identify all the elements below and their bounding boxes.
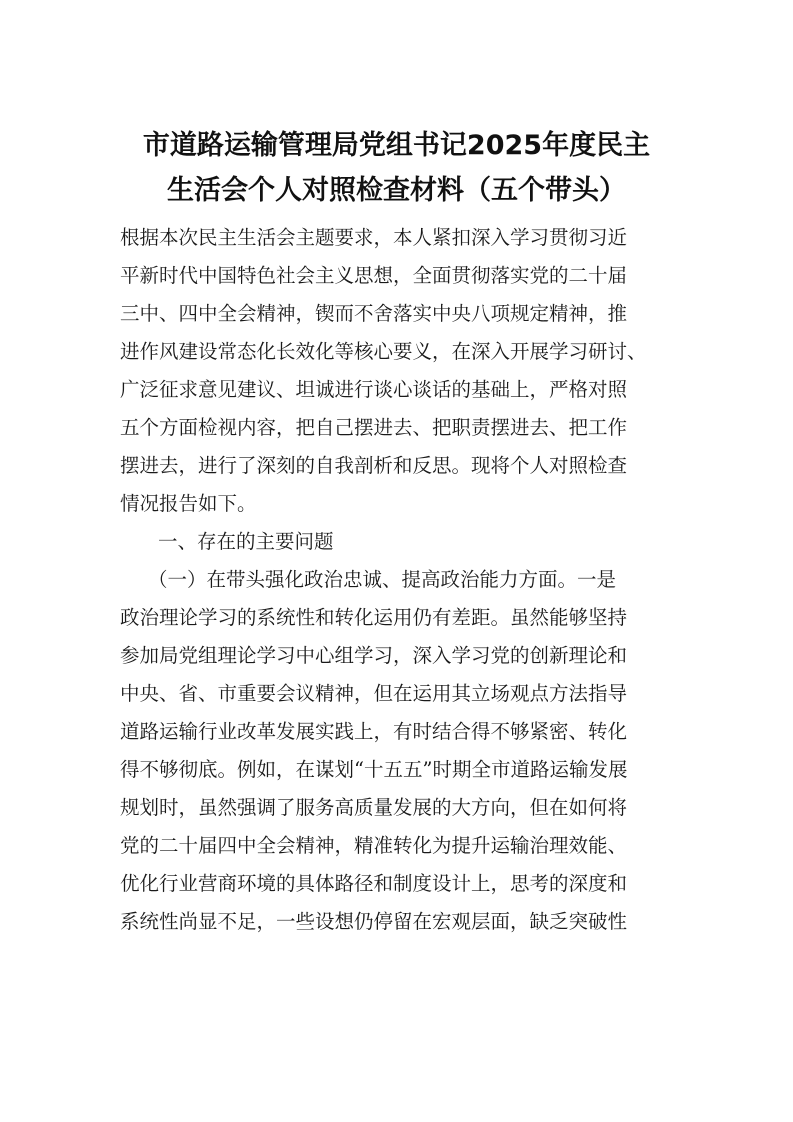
paragraph-line: 五个方面检视内容，把自己摆进去、把职责摆进去、把工作 xyxy=(120,416,628,439)
paragraph-line: 摆进去，进行了深刻的自我剖析和反思。现将个人对照检查 xyxy=(120,454,628,477)
section-heading: 一、存在的主要问题 xyxy=(158,530,334,553)
paragraph-line: 道路运输行业改革发展实践上，有时结合得不够紧密、转化 xyxy=(120,720,628,743)
document-title-line-2: 生活会个人对照检查材料（五个带头） xyxy=(167,175,626,206)
paragraph-line: 得不够彻底。例如，在谋划“十五五”时期全市道路运输发展 xyxy=(120,758,628,781)
paragraph-line: 系统性尚显不足，一些设想仍停留在宏观层面，缺乏突破性 xyxy=(120,910,628,933)
paragraph-line: 优化行业营商环境的具体路径和制度设计上，思考的深度和 xyxy=(120,872,628,895)
paragraph-line: 根据本次民主生活会主题要求，本人紧扣深入学习贯彻习近 xyxy=(120,226,628,249)
document-title-line-1: 市道路运输管理局党组书记2025年度民主 xyxy=(142,130,651,161)
paragraph-line: 政治理论学习的系统性和转化运用仍有差距。虽然能够坚持 xyxy=(120,606,628,629)
paragraph-line: 广泛征求意见建议、坦诚进行谈心谈话的基础上，严格对照 xyxy=(120,378,628,401)
paragraph-line: 党的二十届四中全会精神，精准转化为提升运输治理效能、 xyxy=(120,834,628,857)
paragraph-line: 平新时代中国特色社会主义思想，全面贯彻落实党的二十届 xyxy=(120,264,628,287)
subsection-heading-line: （一）在带头强化政治忠诚、提高政治能力方面。一是 xyxy=(148,568,617,591)
paragraph-line: 参加局党组理论学习中心组学习，深入学习党的创新理论和 xyxy=(120,644,628,667)
paragraph-line: 情况报告如下。 xyxy=(120,492,257,515)
paragraph-line: 中央、省、市重要会议精神，但在运用其立场观点方法指导 xyxy=(120,682,628,705)
paragraph-line: 三中、四中全会精神，锲而不舍落实中央八项规定精神，推 xyxy=(120,302,628,325)
paragraph-line: 进作风建设常态化长效化等核心要义，在深入开展学习研讨、 xyxy=(120,340,647,363)
paragraph-line: 规划时，虽然强调了服务高质量发展的大方向，但在如何将 xyxy=(120,796,628,819)
